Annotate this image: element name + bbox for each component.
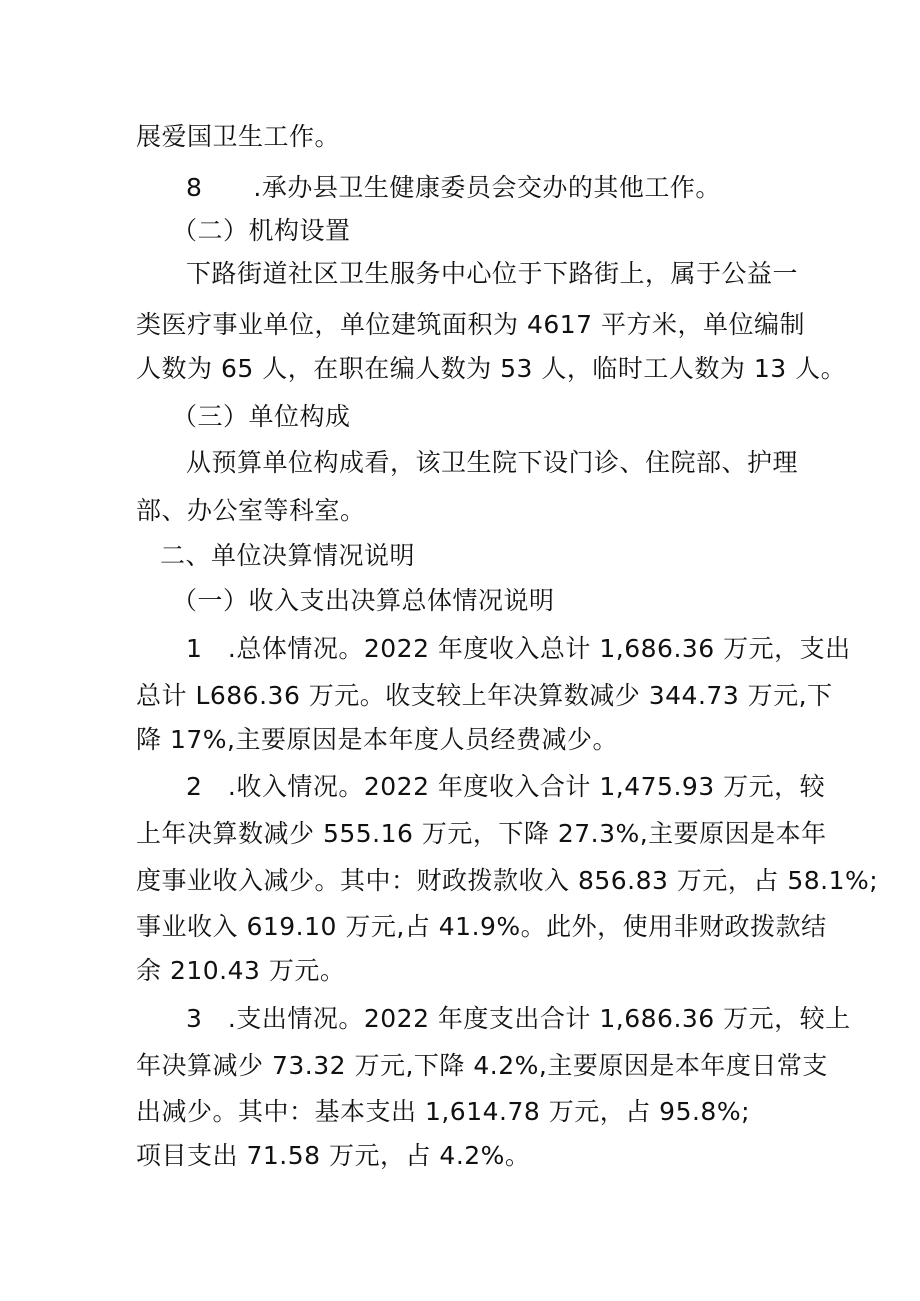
paragraph-line: 余 210.43 万元。 [136, 956, 346, 985]
paragraph-line: 从预算单位构成看，该卫生院下设门诊、住院部、护理 [186, 448, 799, 477]
paragraph-line: 类医疗事业单位，单位建筑面积为 4617 平方米，单位编制 [136, 310, 806, 339]
paragraph-line: 事业收入 619.10 万元,占 41.9%。此外，使用非财政拨款结 [136, 912, 827, 941]
paragraph-line: 下路街道社区卫生服务中心位于下路街上，属于公益一 [186, 259, 799, 288]
paragraph-line: 出减少。其中：基本支出 1,614.78 万元，占 95.8%; [136, 1097, 751, 1126]
paragraph-line: 降 17%,主要原因是本年度人员经费减少。 [136, 725, 618, 754]
paragraph-line: 3 .支出情况。2022 年度支出合计 1,686.36 万元，较上 [186, 1004, 851, 1033]
section-heading-final-accounts: 二、单位决算情况说明 [160, 541, 416, 570]
section-heading-income-expense: （一）收入支出决算总体情况说明 [172, 586, 555, 615]
paragraph-line: 项目支出 71.58 万元，占 4.2%。 [136, 1141, 531, 1170]
paragraph-line: 年决算减少 73.32 万元,下降 4.2%,主要原因是本年度日常支 [136, 1051, 828, 1080]
paragraph-line: 总计 L686.36 万元。收支较上年决算数减少 344.73 万元,下 [136, 681, 833, 710]
paragraph-line: 度事业收入减少。其中：财政拨款收入 856.83 万元，占 58.1%; [136, 866, 879, 895]
paragraph-line: 展爱国卫生工作。 [136, 122, 341, 151]
paragraph-line: 2 .收入情况。2022 年度收入合计 1,475.93 万元，较 [186, 772, 826, 801]
paragraph-line: 1 .总体情况。2022 年度收入总计 1,686.36 万元，支出 [186, 634, 851, 663]
list-item-8: 8 .承办县卫生健康委员会交办的其他工作。 [186, 173, 721, 202]
section-heading-unit-composition: （三）单位构成 [172, 402, 351, 431]
paragraph-line: 部、办公室等科室。 [136, 496, 366, 525]
paragraph-line: 人数为 65 人，在职在编人数为 53 人，临时工人数为 13 人。 [136, 354, 847, 383]
paragraph-line: 上年决算数减少 555.16 万元，下降 27.3%,主要原因是本年 [136, 819, 827, 848]
section-heading-org-setup: （二）机构设置 [172, 216, 351, 245]
